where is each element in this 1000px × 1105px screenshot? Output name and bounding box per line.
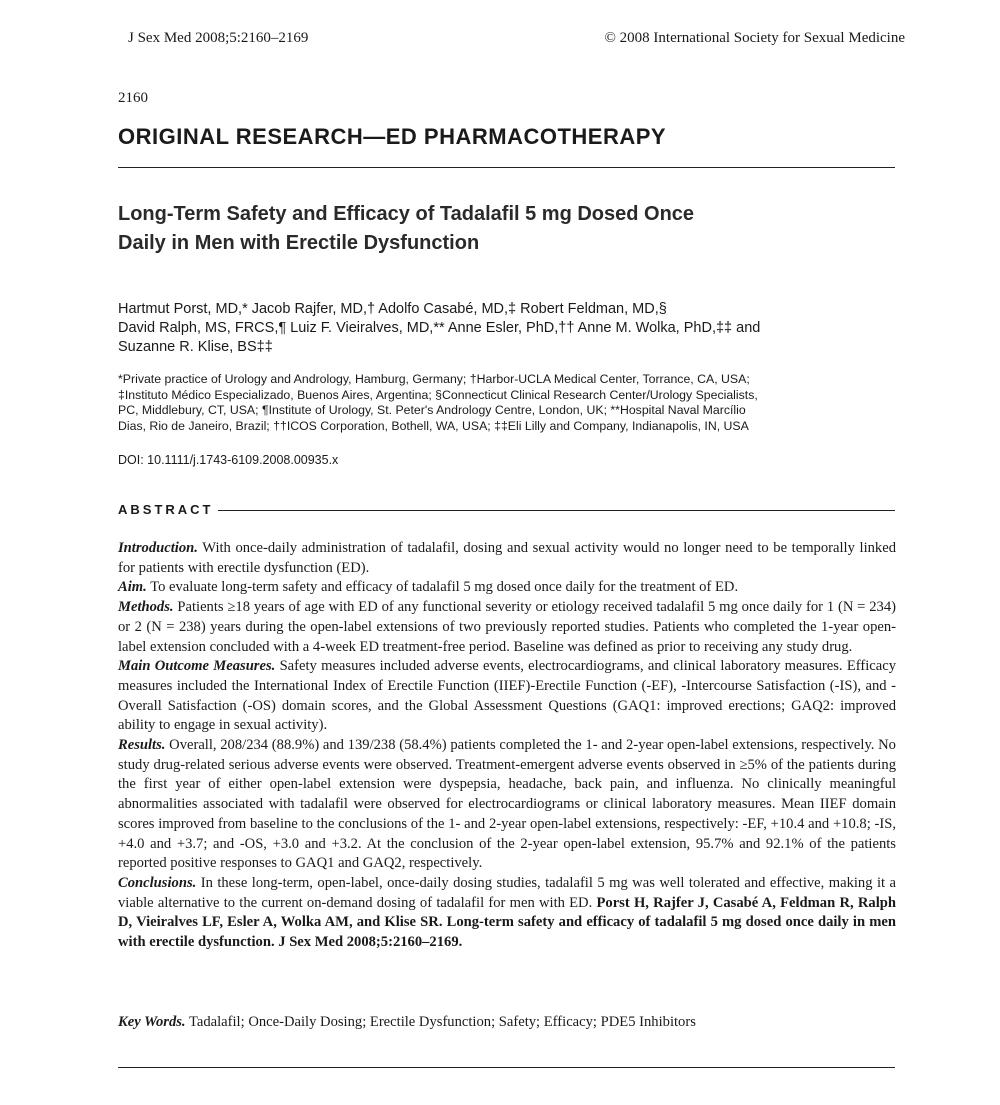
- citation: Porst H, Rajfer J, Casabé A, Feldman R, Ralph D, Vieiralves LF, Esler A, Wolka AM, and Klise SR. Long-term safety and efficacy of tadalafil 5 mg dosed once daily in men with erectile dysfunction. J Sex Med 2008;5:2160–2169.: [118, 894, 896, 951]
- affiliation-line: ‡Instituto Médico Especializado, Buenos Aires, Argentina; §Connecticut Clinical Research Center/Urology Specialists,: [118, 387, 758, 402]
- article-title-line: Long-Term Safety and Efficacy of Tadalafil 5 mg Dosed Once: [118, 203, 695, 225]
- aim-label: Aim.: [118, 579, 147, 596]
- article-title: [118, 200, 878, 258]
- abstract-results: [118, 736, 896, 874]
- keywords-label: Key Words.: [118, 1014, 186, 1030]
- abstract-aim: [118, 578, 896, 598]
- introduction-label: Introduction.: [118, 540, 198, 556]
- conclusions-label: Conclusions.: [118, 874, 197, 891]
- abstract-heading: ABSTRACT: [118, 502, 218, 517]
- abstract-methods: [118, 598, 896, 657]
- abstract-main-outcome: [118, 657, 896, 736]
- doi[interactable]: DOI: 10.1111/j.1743-6109.2008.00935.x: [118, 453, 339, 467]
- abstract-introduction: [118, 539, 896, 578]
- article-title-line: Daily in Men with Erectile Dysfunction: [118, 232, 480, 254]
- main-outcome-text: Safety measures included adverse events, electrocardiograms, and clinical laboratory measures. Efficacy measures included the International Index of Erectile Function (IIEF)-Erectile Function (-EF), -Intercourse Satisfaction (-IS), and -Overall Satisfaction (-OS) domain scores, and the Global Assessment Questions (GAQ1: improved erections; GAQ2: improved ability to engage in sexual activity).: [118, 658, 896, 734]
- author-list: [118, 300, 888, 357]
- top-divider: [118, 167, 895, 168]
- results-text: Overall, 208/234 (88.9%) and 139/238 (58.4%) patients completed the 1- and 2-year open-label extensions, respectively. No study drug-related serious adverse events were observed. Treatment-emergent adverse events observed in ≥5% of the patients during the first year of either open-label extension were dyspepsia, headache, back pain, and influenza. No clinically meaningful abnormalities associated with tadalafil were observed for electrocardiograms or clinical laboratory measures. Mean IIEF domain scores improved from baseline to the conclusions of the 1- and 2-year open-label extensions, respectively: -EF, +10.4 and +10.8; -IS, +4.0 and +3.7; and -OS, +3.0 and +3.2. At the conclusion of the 2-year open-label extension, 95.7% and 92.1% of the patients reported positive responses to GAQ1 and GAQ2, respectively.: [118, 737, 896, 872]
- abstract-body: [118, 539, 896, 953]
- abstract-divider: [118, 510, 895, 511]
- affiliation-line: PC, Middlebury, CT, USA; ¶Institute of Urology, St. Peter's Andrology Centre, London, UK; **Hospital Naval Marcílio: [118, 403, 746, 418]
- conclusions-text: In these long-term, open-label, once-daily dosing studies, tadalafil 5 mg was well tolerated and effective, making it a viable alternative to the current on-demand dosing of tadalafil for men with ED.: [118, 874, 896, 911]
- author-line: David Ralph, MS, FRCS,¶ Luiz F. Vieiralves, MD,** Anne Esler, PhD,†† Anne M. Wolka, PhD,‡‡ and: [118, 320, 761, 336]
- methods-text: Patients ≥18 years of age with ED of any functional severity or etiology received tadalafil 5 mg once daily for 1 (N = 234) or 2 (N = 238) years during the open-label extensions of two previously reported studies. Patients who completed the 1-year open-label extension concluded with a 4-week ED treatment-free period. Baseline was defined as prior to receiving any study drug.: [118, 599, 896, 655]
- journal-reference: J Sex Med 2008;5:2160–2169: [128, 30, 309, 46]
- bottom-divider: [118, 1067, 895, 1068]
- results-label: Results.: [118, 737, 166, 754]
- affiliation-line: Dias, Rio de Janeiro, Brazil; ††ICOS Corporation, Bothell, WA, USA; ‡‡Eli Lilly and Company, Indianapolis, IN, USA: [118, 418, 749, 433]
- main-outcome-label: Main Outcome Measures.: [118, 658, 276, 675]
- page-number: 2160: [118, 90, 148, 106]
- aim-text: To evaluate long-term safety and efficacy of tadalafil 5 mg dosed once daily for the treatment of ED.: [150, 579, 739, 596]
- keywords-text: Tadalafil; Once-Daily Dosing; Erectile Dysfunction; Safety; Efficacy; PDE5 Inhibitors: [188, 1014, 696, 1030]
- keywords: [118, 1013, 896, 1033]
- affiliation-line: *Private practice of Urology and Andrology, Hamburg, Germany; †Harbor-UCLA Medical Center, Torrance, CA, USA;: [118, 372, 750, 386]
- author-line: Suzanne R. Klise, BS‡‡: [118, 339, 273, 355]
- affiliations: [118, 372, 888, 434]
- section-heading: ORIGINAL RESEARCH—ED PHARMACOTHERAPY: [118, 124, 667, 149]
- copyright-notice: © 2008 International Society for Sexual Medicine: [604, 30, 905, 46]
- methods-label: Methods.: [118, 599, 174, 616]
- introduction-text: With once-daily administration of tadalafil, dosing and sexual activity would no longer need to be temporally linked for patients with erectile dysfunction (ED).: [118, 540, 896, 576]
- abstract-conclusions: [118, 874, 896, 953]
- author-line: Hartmut Porst, MD,* Jacob Rajfer, MD,† Adolfo Casabé, MD,‡ Robert Feldman, MD,§: [118, 301, 667, 317]
